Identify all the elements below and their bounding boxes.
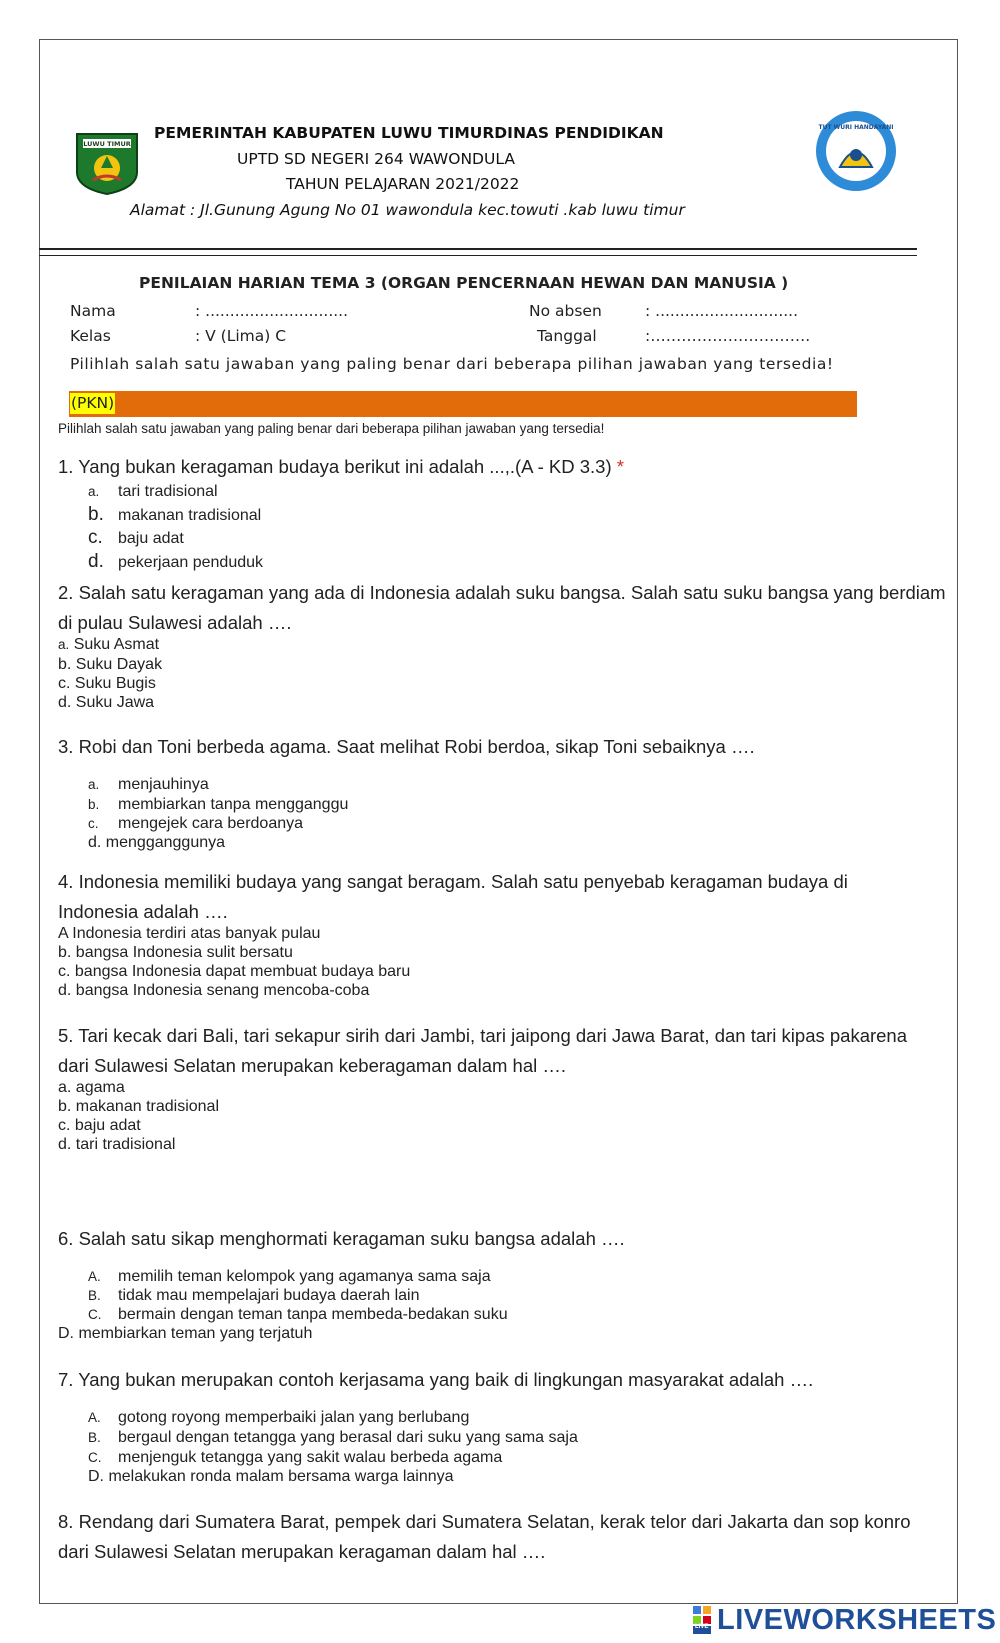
- option-text: menjenguk tetangga yang sakit walau berbeda agama: [118, 1449, 503, 1466]
- liveworksheets-text: LIVEWORKSHEETS: [717, 1604, 997, 1636]
- header-line-1: PEMERINTAH KABUPATEN LUWU TIMURDINAS PENDIDIKAN: [154, 124, 664, 142]
- option[interactable]: [58, 636, 159, 654]
- question-1-text: 1. Yang bukan keragaman budaya berikut ini adalah ...,.(A - KD 3.3): [58, 456, 612, 477]
- option[interactable]: [88, 815, 303, 833]
- option-text: tari tradisional: [75, 1136, 176, 1153]
- option-text: tari tradisional: [118, 483, 218, 500]
- option-label: d.: [58, 694, 72, 711]
- option[interactable]: [58, 656, 162, 674]
- option[interactable]: [58, 944, 293, 962]
- option-text: baju adat: [118, 530, 184, 547]
- option[interactable]: [58, 675, 156, 693]
- option[interactable]: [58, 1098, 219, 1116]
- option-label: c.: [58, 675, 71, 692]
- option-label: A.: [88, 1269, 101, 1284]
- luwu-timur-emblem-icon: [71, 128, 143, 196]
- option-text: makanan tradisional: [75, 1098, 219, 1115]
- header-rule-thick: [39, 248, 917, 250]
- tanggal-label: Tanggal: [537, 327, 597, 345]
- no-absen-field[interactable]: : .............................: [645, 302, 799, 320]
- option-label: b.: [88, 504, 104, 525]
- option-label: A: [58, 925, 68, 942]
- option-label: c.: [88, 527, 103, 548]
- question-8-text: 8. Rendang dari Sumatera Barat, pempek dari Sumatera Selatan, kerak telor dari Jakarta dan sop konro dari Sulawesi Selatan merupakan keragaman dalam hal ….: [58, 1511, 911, 1562]
- exam-title: PENILAIAN HARIAN TEMA 3 (ORGAN PENCERNAAN HEWAN DAN MANUSIA ): [139, 274, 789, 292]
- header-rule-thin: [39, 255, 917, 256]
- option-label: c.: [88, 816, 99, 831]
- liveworksheets-badge: LIVE: [695, 1624, 709, 1630]
- option-label: C.: [88, 1307, 102, 1322]
- option-label: B.: [88, 1288, 101, 1303]
- option-label: d.: [58, 982, 72, 999]
- option-label: D.: [58, 1325, 74, 1342]
- instruction: Pilihlah salah satu jawaban yang paling benar dari beberapa pilihan jawaban yang tersedia!: [70, 355, 834, 373]
- question-1: [58, 452, 624, 482]
- option[interactable]: [88, 834, 225, 852]
- option-text: bangsa Indonesia dapat membuat budaya baru: [74, 963, 411, 980]
- option[interactable]: [58, 1117, 141, 1135]
- option-text: gotong royong memperbaiki jalan yang berlubang: [118, 1409, 470, 1426]
- option-text: makanan tradisional: [118, 507, 262, 524]
- option-text: melakukan ronda malam bersama warga lainnya: [108, 1468, 454, 1485]
- option-text: Suku Asmat: [73, 636, 160, 653]
- question-6-text: 6. Salah satu sikap menghormati keragaman suku bangsa adalah ….: [58, 1228, 625, 1249]
- option-text: agama: [75, 1079, 125, 1096]
- option-text: mengejek cara berdoanya: [118, 815, 304, 832]
- nama-field[interactable]: : .............................: [195, 302, 349, 320]
- option[interactable]: [88, 1306, 508, 1324]
- option-label: a.: [58, 1079, 72, 1096]
- option[interactable]: [58, 694, 154, 712]
- option-text: baju adat: [74, 1117, 141, 1134]
- option-text: bangsa Indonesia senang mencoba-coba: [75, 982, 370, 999]
- option-label: D.: [88, 1468, 104, 1485]
- option[interactable]: [88, 1268, 491, 1286]
- question-4-text: 4. Indonesia memiliki budaya yang sangat beragam. Salah satu penyebab keragaman budaya di Indonesia adalah ….: [58, 871, 848, 922]
- option-text: tidak mau mempelajari budaya daerah lain: [118, 1287, 420, 1304]
- required-marker: *: [616, 456, 624, 477]
- option-label: b.: [58, 1098, 72, 1115]
- no-absen-label: No absen: [529, 302, 602, 320]
- option-text: memilih teman kelompok yang agamanya sama saja: [118, 1268, 491, 1285]
- tanggal-field[interactable]: :………………………….: [645, 327, 811, 345]
- header-line-3: TAHUN PELAJARAN 2021/2022: [286, 175, 520, 193]
- option-label: d.: [88, 834, 102, 851]
- question-2-text: 2. Salah satu keragaman yang ada di Indonesia adalah suku bangsa. Salah satu suku bangsa yang berdiam di pulau Sulawesi adalah ….: [58, 582, 946, 633]
- option-text: menjauhinya: [118, 776, 209, 793]
- option-text: pekerjaan penduduk: [118, 554, 264, 571]
- option-text: Suku Jawa: [75, 694, 155, 711]
- option-label: C.: [88, 1450, 102, 1465]
- option[interactable]: [88, 551, 263, 573]
- nama-label: Nama: [70, 302, 116, 320]
- option-label: c.: [58, 1117, 71, 1134]
- option-text: bangsa Indonesia sulit bersatu: [75, 944, 293, 961]
- option-label: a.: [88, 777, 100, 792]
- option[interactable]: [88, 527, 184, 549]
- option-label: b.: [58, 656, 72, 673]
- logo-right-text: TUT WURI HANDAYANI: [818, 124, 894, 131]
- header-address: Alamat : Jl.Gunung Agung No 01 wawondula kec.towuti .kab luwu timur: [130, 201, 685, 219]
- option[interactable]: [88, 483, 218, 501]
- option-text: Suku Dayak: [75, 656, 163, 673]
- option-label: a.: [58, 637, 70, 652]
- option-text: Indonesia terdiri atas banyak pulau: [72, 925, 321, 942]
- option[interactable]: [58, 1325, 312, 1343]
- option-label: d.: [88, 551, 104, 572]
- question-7-text: 7. Yang bukan merupakan contoh kerjasama yang baik di lingkungan masyarakat adalah ….: [58, 1369, 814, 1390]
- option-label: c.: [58, 963, 71, 980]
- option-text: bergaul dengan tetangga yang berasal dari suku yang sama saja: [118, 1429, 578, 1446]
- option[interactable]: [88, 1468, 454, 1486]
- option-text: membiarkan tanpa mengganggu: [118, 796, 349, 813]
- subject-bar: [69, 391, 857, 417]
- option[interactable]: [88, 1429, 578, 1447]
- option[interactable]: [88, 1449, 502, 1467]
- option[interactable]: [88, 1287, 420, 1305]
- option-label: B.: [88, 1430, 101, 1445]
- option-text: membiarkan teman yang terjatuh: [78, 1325, 313, 1342]
- option-label: A.: [88, 1410, 101, 1425]
- header-line-2: UPTD SD NEGERI 264 WAWONDULA: [237, 150, 515, 168]
- kelas-value: : V (Lima) C: [195, 327, 287, 345]
- option-text: mengganggunya: [105, 834, 226, 851]
- option-text: Suku Bugis: [74, 675, 156, 692]
- subject-label: (PKN): [71, 394, 115, 412]
- option-label: b.: [58, 944, 72, 961]
- option[interactable]: [88, 1409, 469, 1427]
- option-label: d.: [58, 1136, 72, 1153]
- option[interactable]: [88, 776, 209, 794]
- kelas-label: Kelas: [70, 327, 111, 345]
- question-5-text: 5. Tari kecak dari Bali, tari sekapur sirih dari Jambi, tari jaipong dari Jawa Barat, dan tari kipas pakarena dari Sulawesi Selatan merupakan keberagaman dalam hal ….: [58, 1025, 908, 1076]
- question-3-text: 3. Robi dan Toni berbeda agama. Saat melihat Robi berdoa, sikap Toni sebaiknya ….: [58, 736, 755, 757]
- logo-left-text: LUWU TIMUR: [83, 140, 131, 148]
- tut-wuri-handayani-logo-icon: [808, 107, 904, 195]
- option-label: a.: [88, 484, 100, 499]
- option[interactable]: [58, 1136, 175, 1154]
- option[interactable]: [88, 504, 261, 526]
- option[interactable]: [58, 1079, 125, 1097]
- option[interactable]: [58, 982, 369, 1000]
- option[interactable]: [58, 925, 320, 943]
- option-text: bermain dengan teman tanpa membeda-bedakan suku: [118, 1306, 508, 1323]
- option[interactable]: [88, 796, 348, 814]
- option[interactable]: [58, 963, 410, 981]
- option-label: b.: [88, 797, 100, 812]
- instruction-small: Pilihlah salah satu jawaban yang paling benar dari beberapa pilihan jawaban yang tersedia!: [58, 421, 605, 436]
